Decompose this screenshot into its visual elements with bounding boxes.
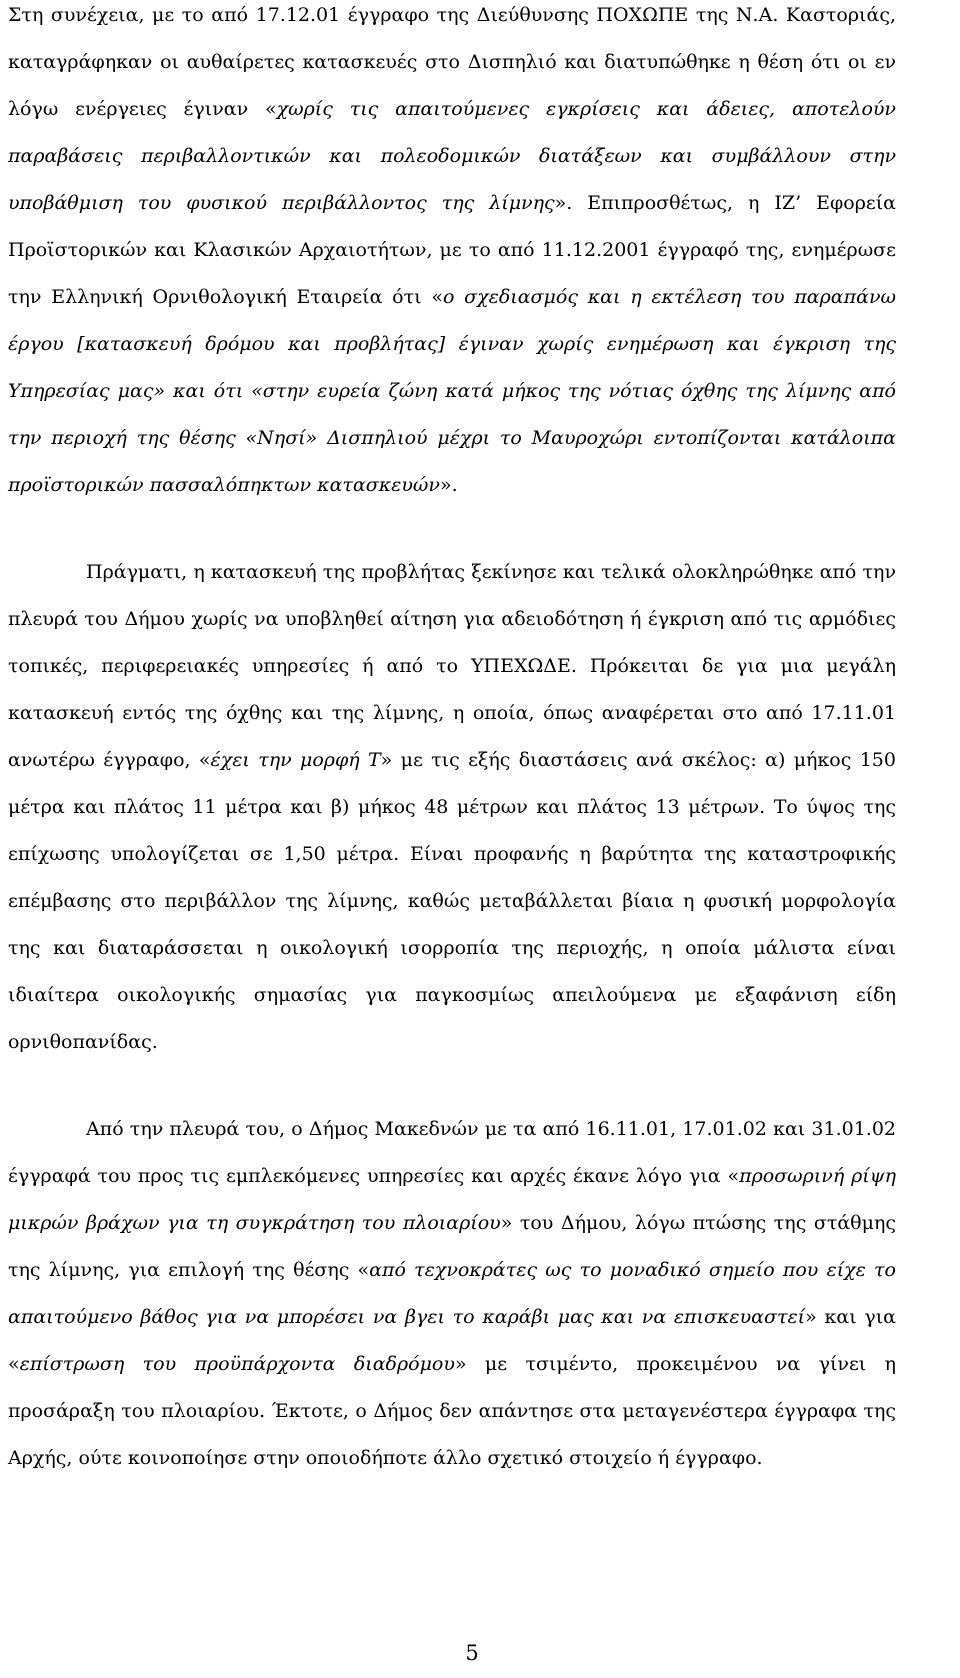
italic-quote: επίστρωση του προϋπάρχοντα διαδρόμου — [19, 1353, 455, 1375]
paragraph-3 — [8, 1106, 896, 1482]
text-segment: Στη συνέχεια, με το από 17.12.01 έγγραφο της Διεύθυνσης ΠΟΧΩΠΕ της Ν.Α. Καστοριάς, καταγράφηκαν οι αυθαίρετες κατασκευές στο Δισπηλιό και διατυπώθηκε η θέση ότι οι εν λόγω ενέργειες έγιναν « — [8, 4, 896, 120]
page-number: 5 — [465, 1641, 479, 1665]
text-segment: » και για « — [8, 1306, 896, 1375]
italic-quote: ο σχεδιασμός και η εκτέλεση του παραπάνω έργου [κατασκευή δρόμου και προβλήτας] έγιναν χωρίς ενημέρωση και έγκριση της Υπηρεσίας μας» και ότι «στην ευρεία ζώνη κατά μήκος της νότιας όχθης της λίμνης από την περιοχή της θέσης «Νησί» Δισπηλιού μέχρι το Μαυροχώρι εντοπίζονται κατάλοιπα προϊστορικών πασσαλόπηκτων κατασκευών — [8, 286, 896, 496]
paragraph-1 — [8, 0, 896, 509]
text-segment: Από την πλευρά του, ο Δήμος Μακεδνών με τα από 16.11.01, 17.01.02 και 31.01.02 έγγραφά του προς τις εμπλεκόμενες υπηρεσίες και αρχές έκανε λόγο για « — [8, 1118, 896, 1187]
text-segment: » με τις εξής διαστάσεις ανά σκέλος: α) μήκος 150 μέτρα και πλάτος 11 μέτρα και β) μήκος 48 μέτρων και πλάτος 13 μέτρων. Το ύψος της επίχωσης υπολογίζεται σε 1,50 μέτρα. Είναι προφανής η βαρύτητα της καταστροφικής επέμβασης στο περιβάλλον της λίμνης, καθώς μεταβάλλεται βίαια η φυσική μορφολογία της και διαταράσσεται η οικολογική ισορροπία της περιοχής, η οποία μάλιστα είναι ιδιαίτερα οικολογικής σημασίας για παγκοσμίως απειλούμενα με εξαφάνιση είδη ορνιθοπανίδας. — [8, 749, 896, 1053]
text-segment: ». Επιπροσθέτως, η ΙΖ’ Εφορεία Προϊστορικών και Κλασικών Αρχαιοτήτων, με το από 11.12.2001 έγγραφό της, ενημέρωσε την Ελληνική Ορνιθολογική Εταιρεία ότι « — [8, 192, 896, 308]
italic-quote: προσωρινή ρίψη μικρών βράχων για τη συγκράτηση του πλοιαρίου — [8, 1165, 896, 1234]
italic-quote: έχει την μορφή Τ — [210, 749, 381, 771]
text-segment: » του Δήμου, λόγω πτώσης της στάθμης της λίμνης, για επιλογή της θέσης « — [8, 1212, 896, 1281]
italic-quote: από τεχνοκράτες ως το μοναδικό σημείο που είχε το απαιτούμενο βάθος για να μπορέσει να βγει το καράβι μας και να επισκευαστεί — [8, 1259, 896, 1328]
paragraph-2 — [8, 549, 896, 1066]
text-segment: » με τσιμέντο, προκειμένου να γίνει η προσάραξη του πλοιαρίου. Έκτοτε, ο Δήμος δεν απάντησε στα μεταγενέστερα έγγραφα της Αρχής, ούτε κοινοποίησε στην οποιοδήποτε άλλο σχετικό στοιχείο ή έγγραφο. — [8, 1353, 896, 1469]
italic-quote: χωρίς τις απαιτούμενες εγκρίσεις και άδειες, αποτελούν παραβάσεις περιβαλλοντικών και πολεοδομικών διατάξεων και συμβάλλουν στην υποβάθμιση του φυσικού περιβάλλοντος της λίμνης — [8, 98, 896, 214]
text-segment: ». — [439, 474, 458, 496]
text-segment: Πράγματι, η κατασκευή της προβλήτας ξεκίνησε και τελικά ολοκληρώθηκε από την πλευρά του Δήμου χωρίς να υποβληθεί αίτηση για αδειοδότηση ή έγκριση από τις αρμόδιες τοπικές, περιφερειακές υπηρεσίες ή από το ΥΠΕΧΩΔΕ. Πρόκειται δε για μια μεγάλη κατασκευή εντός της όχθης και της λίμνης, η οποία, όπως αναφέρεται στο από 17.11.01 ανωτέρω έγγραφο, « — [8, 561, 896, 771]
